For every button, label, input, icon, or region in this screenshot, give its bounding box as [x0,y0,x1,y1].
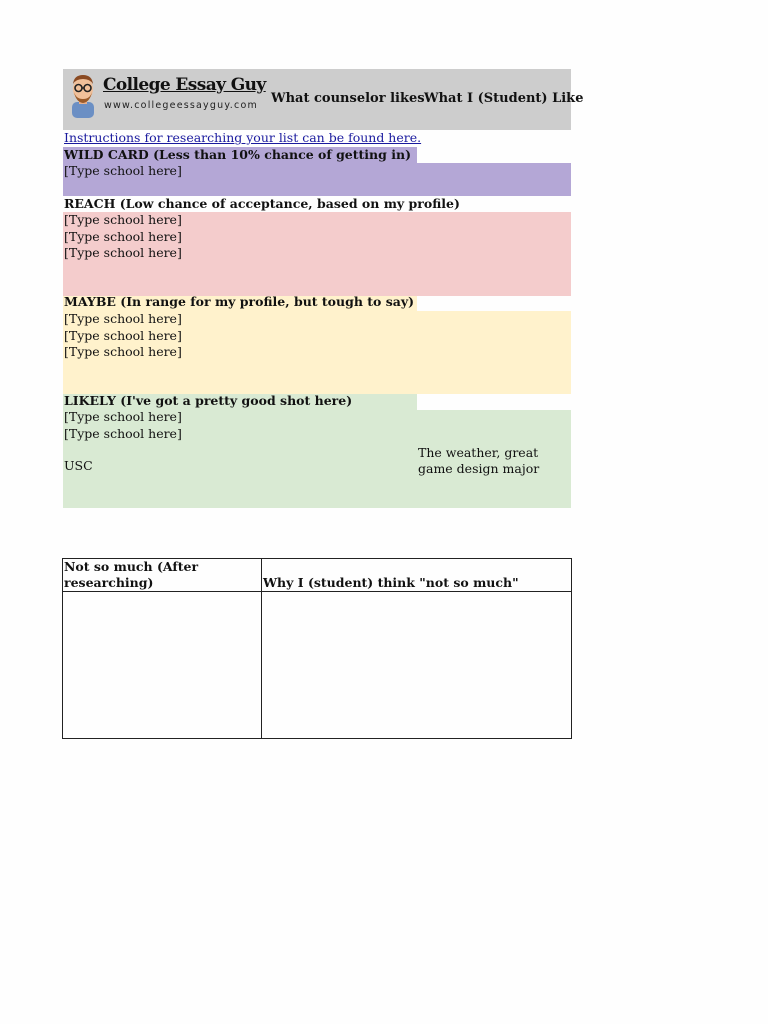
not-so-much-header: Not so much (After researching) [63,559,262,592]
likely-title: LIKELY (I've got a pretty good shot here) [64,393,353,408]
why-not-so-much-cell[interactable] [262,592,572,739]
why-not-so-much-header: Why I (student) think "not so much" [262,559,572,592]
brand-name: College Essay Guy [103,75,266,95]
instructions-link[interactable]: Instructions for researching your list can be found here. [64,130,422,145]
column-header-student: What I (Student) Like [424,91,584,106]
avatar-logo-icon [66,72,100,118]
column-header-counselor: What counselor likes [271,91,425,106]
not-so-much-table [62,558,572,739]
school-entry[interactable]: [Type school here] [64,328,182,343]
school-entry[interactable]: [Type school here] [64,426,182,441]
school-entry[interactable]: [Type school here] [64,409,182,424]
school-entry[interactable]: [Type school here] [64,311,182,326]
brand-url: www.collegeessayguy.com [104,100,258,111]
school-entry[interactable]: [Type school here] [64,245,182,260]
school-entry[interactable]: [Type school here] [64,229,182,244]
school-entry[interactable]: [Type school here] [64,212,182,227]
school-entry[interactable]: [Type school here] [64,163,182,178]
reach-title: REACH (Low chance of acceptance, based on my profile) [64,196,460,211]
school-entry[interactable]: [Type school here] [64,344,182,359]
wild-card-title: WILD CARD (Less than 10% chance of getting in) [64,147,411,162]
maybe-title: MAYBE (In range for my profile, but tough to say) [64,294,415,309]
student-note[interactable]: The weather, great game design major [418,445,540,476]
not-so-much-cell[interactable] [63,592,262,739]
school-entry[interactable]: USC [64,458,93,473]
